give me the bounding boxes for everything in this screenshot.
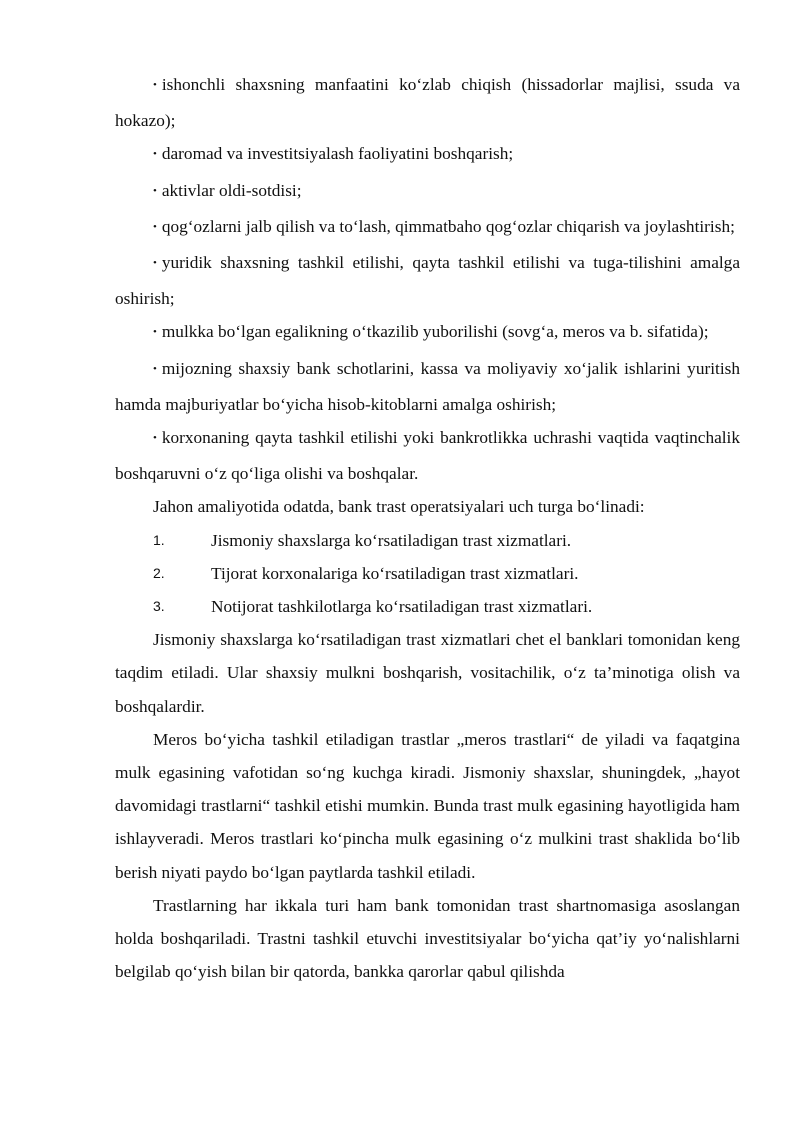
numbered-item xyxy=(115,557,740,590)
numbered-item xyxy=(115,524,740,557)
bullet-item: • yuridik shaxsning tashkil etilishi, qayta tashkil etilishi va tuga-tilishini amalga oshirish; xyxy=(115,246,740,315)
item-text: Jismoniy shaxslarga ko‘rsatiladigan trast xizmatlari. xyxy=(211,530,572,550)
item-text: Tijorat korxonalariga ko‘rsatiladigan trast xizmatlari. xyxy=(211,563,579,583)
document-page xyxy=(115,68,740,988)
bullet-item: • mulkka bo‘lgan egalikning o‘tkazilib yuborilishi (sovg‘a, meros va b. sifatida); xyxy=(115,315,740,351)
intro-paragraph: Jahon amaliyotida odatda, bank trast operatsiyalari uch turga bo‘linadi: xyxy=(153,497,645,517)
item-number: 2. xyxy=(153,564,165,581)
numbered-item xyxy=(115,590,740,623)
bullet-item: • aktivlar oldi-sotdisi; xyxy=(115,174,740,210)
item-text: Notijorat tashkilotlarga ko‘rsatiladigan trast xizmatlari. xyxy=(211,597,593,617)
bullet-item: • qog‘ozlarni jalb qilish va to‘lash, qimmatbaho qog‘ozlar chiqarish va joylashtirish; xyxy=(115,210,740,246)
body-paragraph: Jismoniy shaxslarga ko‘rsatiladigan trast xizmatlari chet el banklari tomonidan keng taqdim etiladi. Ular shaxsiy mulkni boshqarish, vositachilik, o‘z ta’minotiga olish va boshqalardir. xyxy=(115,630,740,716)
bullet-item: • daromad va investitsiyalash faoliyatini boshqarish; xyxy=(115,137,740,173)
item-number: 1. xyxy=(153,531,165,548)
body-paragraph: Meros bo‘yicha tashkil etiladigan trastlar „meros trastlari“ de yiladi va faqatgina mulk egasining vafotidan so‘ng kuchga kiradi. Jismoniy shaxslar, shuningdek, „hayot davomidagi trastlarni“ tashkil etishi mumkin. Bunda trast mulk egasining hayotligida ham ishlayveradi. Meros trastlari ko‘pincha mulk egasining o‘z mulkini trast shaklida bo‘lib berish niyati paydo bo‘lgan paytlarda tashkil etiladi. xyxy=(115,729,740,882)
bullet-item: • korxonaning qayta tashkil etilishi yoki bankrotlikka uchrashi vaqtida vaqtinchalik boshqaruvni o‘z qo‘liga olishi va boshqalar. xyxy=(115,421,740,490)
bullet-item: • mijozning shaxsiy bank schotlarini, kassa va moliyaviy xo‘jalik ishlarini yuritish hamda majburiyatlar bo‘yicha hisob-kitoblarni amalga oshirish; xyxy=(115,352,740,421)
item-number: 3. xyxy=(153,598,165,615)
body-paragraph: Trastlarning har ikkala turi ham bank tomonidan trast shartnomasiga asoslangan holda boshqariladi. Trastni tashkil etuvchi investitsiyalar bo‘yicha qat’iy yo‘nalishlarni belgilab qo‘yish bilan bir qatorda, bankka qarorlar qabul qilishda xyxy=(115,895,740,982)
bullet-item: • ishonchli shaxsning manfaatini ko‘zlab chiqish (hissadorlar majlisi, ssuda va hokazo); xyxy=(115,68,740,137)
